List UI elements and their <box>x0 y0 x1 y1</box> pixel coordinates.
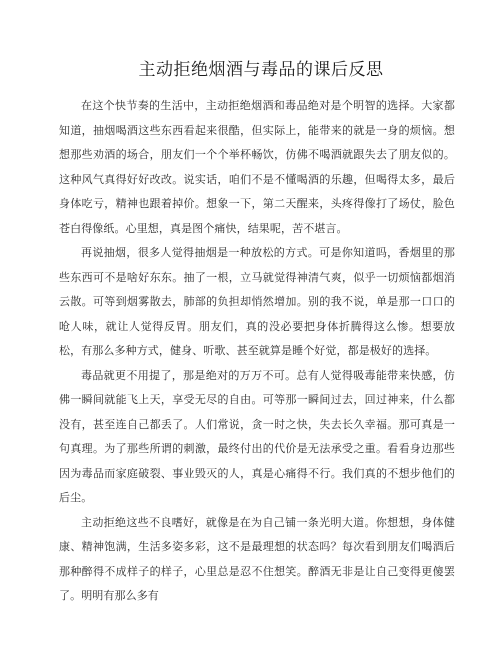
document-title: 主动拒绝烟酒与毒品的课后反思 <box>138 60 384 80</box>
paragraph-4: 主动拒绝这些不良嗜好，就像是在为自己铺一条光明大道。你想想，身体健康、精神饱满，生活多姿多彩，这不是最理想的状态吗？每次看到朋友们喝酒后那种醉得不成样子的样子，心里总是忍不住想笑。醉酒无非是让自己变得更傻罢了。明明有那么多有 <box>59 515 455 602</box>
document-body <box>59 94 455 609</box>
paragraph-1: 在这个快节奏的生活中，主动拒绝烟酒和毒品绝对是个明智的选择。大家都知道，抽烟喝酒这些东西看起来很酷，但实际上，能带来的就是一身的烦恼。想想那些劝酒的场合，朋友们一个个举杯畅饮，仿佛不喝酒就跟失去了朋友似的。这种风气真得好好改改。说实话，咱们不是不懂喝酒的乐趣，但喝得太多，最后身体吃亏，精神也跟着掉价。想象一下，第二天醒来，头疼得像打了场仗，脸色苍白得像纸。心里想，真是图个痛快，结果呢，苦不堪言。 <box>59 99 455 235</box>
paragraph-2: 再说抽烟，很多人觉得抽烟是一种放松的方式。可是你知道吗，香烟里的那些东西可不是啥好东东。抽了一根，立马就觉得神清气爽，似乎一切烦恼都烟消云散。可等到烟雾散去，肺部的负担却悄然增加。别的我不说，单是那一口口的呛人味，就让人觉得反胃。朋友们，真的没必要把身体折腾得这么惨。想要放松，有那么多种方式，健身、听歌、甚至就算是睡个好觉，都是极好的选择。 <box>59 246 455 357</box>
paragraph-3: 毒品就更不用提了，那是绝对的万万不可。总有人觉得吸毒能带来快感，仿佛一瞬间就能飞上天，享受无尽的自由。可等那一瞬间过去，回过神来，什么都没有，甚至连自己都丢了。人们常说，贪一时之快，失去长久幸福。那可真是一句真理。为了那些所谓的刺激，最终付出的代价是无法承受之重。看看身边那些因为毒品而家庭破裂、事业毁灭的人，真是心痛得不行。我们真的不想步他们的后尘。 <box>59 368 455 504</box>
